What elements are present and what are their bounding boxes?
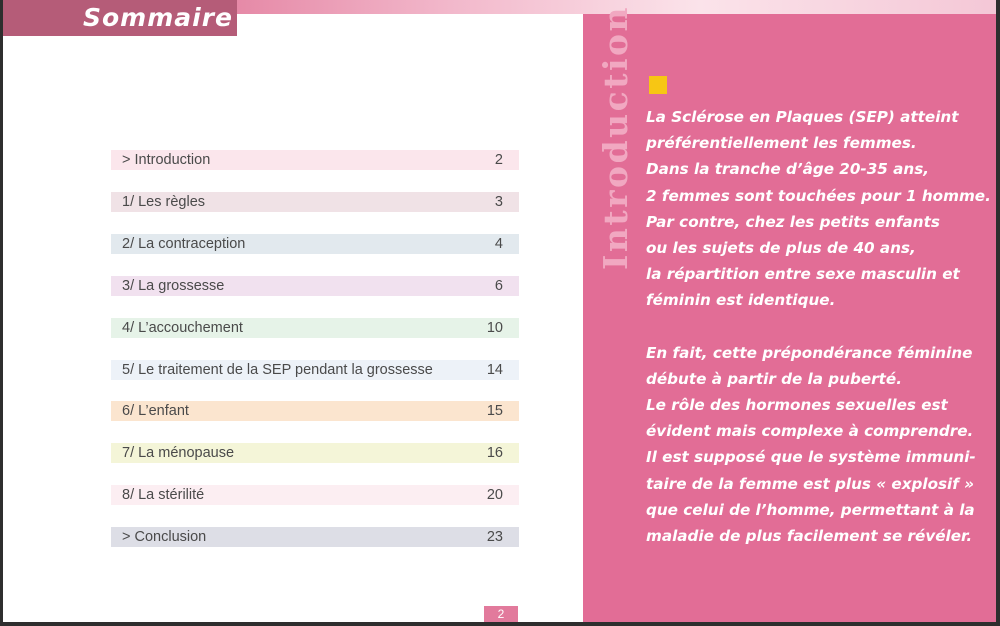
toc-entry-page-number: 3 [494, 193, 503, 210]
toc-entry-label: 2/ La contraception [122, 235, 246, 252]
toc-entry-label: 6/ L’enfant [122, 403, 189, 420]
introduction-paragraph-2 [646, 340, 991, 550]
toc-entry-page-number: 2 [494, 152, 503, 168]
toc-row[interactable] [111, 192, 519, 212]
toc-row[interactable] [111, 234, 519, 254]
bottom-frame-edge [0, 622, 1000, 626]
yellow-square-marker [649, 76, 667, 94]
toc-row[interactable] [111, 485, 519, 505]
page-number-badge: 2 [484, 606, 518, 623]
toc-row[interactable] [111, 401, 519, 421]
toc-row[interactable] [111, 276, 519, 296]
toc-row[interactable] [111, 527, 519, 547]
text-line: Il est supposé que le système immuni- [646, 448, 976, 467]
text-line: ou les sujets de plus de 40 ans, [646, 239, 916, 258]
text-line: taire de la femme est plus « explosif » [646, 474, 975, 493]
toc-entry-page-number: 14 [486, 361, 503, 378]
right-frame-edge [996, 0, 1000, 626]
toc-entry-label: > Conclusion [122, 529, 207, 546]
toc-entry-page-number: 20 [486, 487, 503, 504]
toc-entry-page-number: 16 [486, 445, 503, 462]
toc-entry-label: 4/ L’accouchement [122, 319, 243, 336]
toc-entry-label: 5/ Le traitement de la SEP pendant la grossesse [122, 361, 433, 378]
paragraph-spacer [646, 314, 991, 340]
toc-entry-label: 1/ Les règles [122, 193, 206, 210]
toc-entry-page-number: 23 [486, 529, 503, 546]
toc-entry-label: 8/ La stérilité [122, 487, 205, 504]
text-line: La Sclérose en Plaques (SEP) atteint [646, 108, 959, 126]
left-frame-edge [0, 0, 3, 626]
toc-entry-label: 7/ La ménopause [122, 445, 235, 462]
text-line: 2 femmes sont touchées pour 1 homme. [646, 186, 991, 205]
introduction-paragraph-1 [646, 104, 991, 314]
vertical-section-title: Introduction [596, 4, 635, 270]
toc-entry-page-number: 6 [494, 277, 503, 294]
toc-row[interactable] [111, 443, 519, 463]
toc-entry-label: > Introduction [122, 152, 211, 168]
text-line: En fait, cette prépondérance féminine [646, 343, 973, 362]
text-line: Dans la tranche d’âge 20-35 ans, [646, 160, 930, 179]
text-line: la répartition entre sexe masculin et [646, 265, 960, 284]
toc-row[interactable] [111, 318, 519, 338]
text-line: maladie de plus facilement se révéler. [646, 527, 973, 546]
page-title: Sommaire [3, 0, 237, 36]
text-line: débute à partir de la puberté. [646, 369, 902, 388]
toc-row[interactable] [111, 360, 519, 380]
toc-entry-page-number: 10 [486, 319, 503, 336]
text-line: que celui de l’homme, permettant à la [646, 500, 975, 519]
introduction-text [646, 104, 991, 549]
toc-entry-page-number: 15 [486, 403, 503, 420]
text-line: Le rôle des hormones sexuelles est [646, 396, 948, 415]
text-line: Par contre, chez les petits enfants [646, 212, 940, 231]
toc-entry-page-number: 4 [494, 235, 503, 252]
text-line: féminin est identique. [646, 291, 836, 310]
text-line: évident mais complexe à comprendre. [646, 422, 974, 441]
toc-entry-label: 3/ La grossesse [122, 277, 225, 294]
text-line: préférentiellement les femmes. [646, 134, 917, 153]
toc-row[interactable] [111, 150, 519, 170]
